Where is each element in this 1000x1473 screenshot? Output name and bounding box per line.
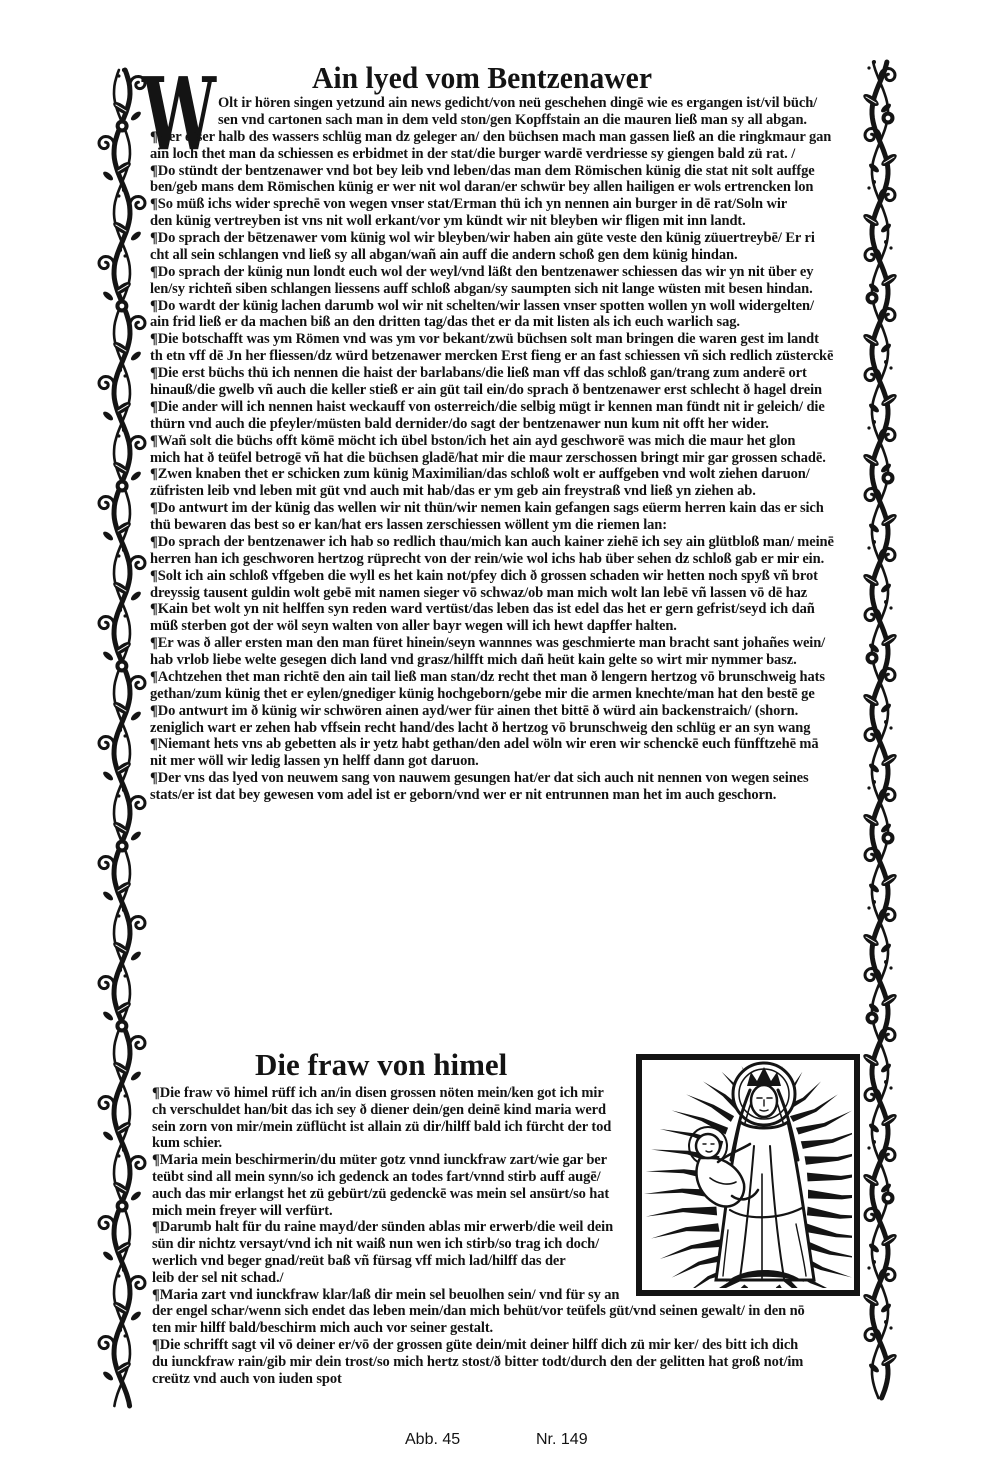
text-line: auch das mir erlangst het zü gebürt/zü gedenckē was mein sel ansürt/so hat (152, 1185, 610, 1202)
text-line: mich mein freyer will verfürt. (152, 1202, 333, 1219)
text-line: ¶Niemant hets vns ab gebetten als ir yetz habt gethan/den adel wöln wir eren wir schenckē euch fünfftzehē mā (150, 736, 819, 753)
text-line: züfristen leib vnd leben mit güt vnd auch mit hab/das er ym geb ain freystraß vnd ließ yn ziehen ab. (150, 483, 756, 500)
text-line: hinauß/die gwelb vñ auch die keller stieß er ain güt tail ein/do sprach ð bentzenawer erst schlecht ð hagel drein (150, 382, 822, 398)
text-line: ¶Maria mein beschirmerin/du müter gotz vnnd iunckfraw zart/wie gar ber (152, 1152, 607, 1169)
text-line: ¶Do sprach der künig nun londt euch wol der weyl/vnd läßt den bentzenawer schiessen das wir yn nit über ey (150, 263, 814, 280)
text-line: hab vrlob liebe welte gesegen dich land vnd grasz/hilfft mich dañ heüt kain gelte so wirt mir nymmer basz. (150, 652, 797, 668)
text-line: zeniglich wart er zehen hab vffsein recht hand/des lacht ð hertzog vō brunschweig den schlüg er an syn wang (150, 719, 811, 736)
text-line: ¶Die fraw vō himel rüff ich an/in disen grossen nöten mein/ken got ich mir (152, 1085, 604, 1101)
text-line: den künig vertreyben ist vns nit woll erkant/vor ym kündt wir nit bleyben wir fligen mit inn landt. (150, 213, 746, 230)
text-line: ain loch thet man da schiessen es erbidmet in der stat/die burger wardē verdriesse sy giengen bald zü rat. / (150, 145, 796, 162)
text-line: ¶Der vns das lyed von neuwem sang von nauwem gesungen hat/er dat sich auch nit nennen von wegen seines (150, 770, 809, 787)
text-line: nit mer wöll wir ledig lassen yn helff dann got daruon. (150, 753, 479, 770)
text-line: ¶Die schrifft sagt vil vō deiner er/vō der grossen güte dein/mit deiner hilff dich zü mir ker/ des bitt ich dich (152, 1337, 799, 1353)
text-line: creütz vnd auch von iuden spot (152, 1370, 342, 1387)
text-line: ¶Er was ð aller ersten man den man füret hinein/seyn wannnes was geschmierte man bracht sant johañes wein/ (150, 635, 826, 652)
madonna-and-child-icon (636, 1054, 860, 1296)
text-line: ¶Do wardt der künig lachen darumb wol wir nit schelten/wir lassen vnser spotten wollen yn woll widergelten/ (150, 297, 814, 314)
text-line: ¶Do antwurt im ð künig wir schwören ainen ayd/wer für ainen thet bittē ð würd ain backenstraich/ (shorn. (150, 702, 799, 719)
text-line: len/sy richteñ siben schlangen liessens auff schloß abgan/sy saumpten sich nit lange wüsten mit besen hindan. (150, 280, 813, 297)
text-line: ¶Do antwurt im der künig das wellen wir nit thün/wir nemen kain gefangen sags eüerm herren kain das er sich (150, 500, 824, 517)
text-line: cht all sein schlangen vnd ließ sy all abgan/wañ ain auff die andern schoß gen dem künig hindan. (150, 246, 738, 263)
text-line: sein zorn von mir/mein züflücht ist allain zü dir/hilff bald ich fürcht der tod (152, 1118, 612, 1135)
text-line: herren han ich geschworen hertzog rüprecht von der rein/wie wol ichs hab über sehen dz schloß gab er mir ein. (150, 550, 825, 567)
text-line: du iunckfraw rain/gib mir dein trost/so mich hertz stost/ð bitter todt/durch den der gelitten hat groß not/im (152, 1353, 804, 1370)
text-line: ain frid ließ er da machen biß an den dritten tag/das thet er da mit listen als ich euch warlich sag. (150, 314, 740, 331)
text-line: dreyssig tausent guldin wolt gebē mit namen sieger vō schwaz/ob man mich wolt lan lebē vñ lassen vō dē haz (150, 584, 808, 601)
right-vine-border-icon (861, 60, 898, 1398)
text-line: werlich vnd beger gnad/reüt baß vñ fürsag vff mich lad/hilff das der (152, 1253, 566, 1269)
text-line: sen vnd cartonen sach man in dem veld ston/gen Kopffstain an die mauren ließ man sy all abgan. (218, 111, 807, 128)
text-line: thürn vnd auch die pfeyler/müsten bald dernider/do sagt der bentzenawer nun kum nit offt her wider. (150, 415, 769, 432)
madonna-woodcut (636, 1054, 860, 1296)
text-line: ¶Maria zart vnd iunckfraw klar/laß dir mein sel beuolhen sein/ vnd für sy an (152, 1286, 620, 1303)
song-title: Ain lyed vom Bentzenawer (312, 60, 652, 95)
text-line: kum schier. (152, 1135, 223, 1152)
text-line: Olt ir hören singen yetzund ain news gedicht/von neü geschehen dingē wie es ergangen ist/vil büch/ (218, 95, 818, 111)
text-line: th etn vff dē Jn her fliessen/dz würd betzenawer mercken Erst fieng er an fast schiessen vñ sich redlich züsterckē (150, 348, 834, 365)
text-line: ¶Darumb halt für du raine mayd/der sünden ablas mir erwerb/die weil dein (152, 1219, 614, 1236)
text-line: ¶Die ander will ich nennen haist weckauff von osterreich/die selbig mügt ir kennen man fündt nit ir geleich/ die (150, 398, 825, 415)
text-line: leib der sel nit schad./ (152, 1269, 284, 1286)
text-line: der engel schar/wenn sich endet das leben mein/dan mich behüt/vor teüfels güt/vnd seinen gewalt/ in den nō (152, 1303, 805, 1320)
text-line: sün dir nichtz versayt/vnd ich nit waiß nun wen ich stirb/so trag ich doch/ (152, 1236, 600, 1253)
text-line: ¶Kain bet wolt yn nit helffen syn reden ward vertüst/das leben das ist edel das het er gern gefrist/seyd ich dañ (150, 601, 815, 618)
text-line: ¶Zwen knaben thet er schicken zum künig Maximilian/das schloß wolt er auffgeben vnd wolt ziehen daruon/ (150, 466, 810, 483)
text-line: stats/er ist dat bey gewesen vom adel ist er geborn/vnd wer er nit entrunnen man het im auch geschorn. (150, 787, 777, 804)
text-line: thü bewaren das best so er kan/hat ers lassen zerschiessen wöllent ym die riemen lan: (150, 517, 667, 533)
virgin-face (751, 1085, 777, 1117)
text-line: ¶Wañ solt die büchs offt kömē möcht ich übel bston/ich het ain ayd geschworē was mich die maur het glon (150, 432, 796, 449)
text-line: ben/geb mans dem Römischen künig er wer nit wol daran/er schwür bey allen hailigen er wols ertrencken lon (150, 179, 814, 196)
figure-label: Abb. 45 (405, 1431, 461, 1448)
text-line: mich hat ð teüfel betrogē vñ hat die büchsen gladē/hat mir die maur zerschossen bringt mir gar grossen schadē. (150, 449, 826, 466)
text-line: ten mir hilff bald/beschirm mich auch vor seiner gestalt. (152, 1320, 494, 1337)
song-title: Die fraw von himel (255, 1047, 508, 1082)
text-line: ¶Die erst büchs thü ich nennen die haist der barlabans/die ließ man vff das schloß gan/trang zum anderē ort (150, 365, 807, 382)
text-line: teübt sind all mein synn/so ich gedenck an todes fart/vnnd stirb auff augē/ (152, 1169, 601, 1185)
catalogue-number: Nr. 149 (536, 1431, 588, 1448)
text-line: ¶Solt ich ain schloß vffgeben die wyll es het kain not/pfey dich ð grossen schaden wir hetten noch spyß vñ brot (150, 567, 818, 584)
text-line: ¶Do sprach der bentzenawer ich hab so redlich thau/mich kan auch kainer ziehē ich sey ain glütbloß man/ meinē (150, 533, 834, 550)
text-line: gethan/zum künig thet er eylen/gnediger künig hochgeborn/gebe mir die armen knechte/man hat den bestē ge (150, 685, 815, 702)
text-line: ¶Do stündt der bentzenawer vnd bot bey leib vnd leben/das man dem Römischen künig die stat nit solt auffge (150, 162, 815, 179)
decorated-initial: W (142, 55, 217, 173)
text-line: ¶Do sprach der bētzenawer vom künig wol wir bleyben/wir haben ain güte veste den künig züuertreybē/ Er ri (150, 230, 815, 246)
text-line: ¶So müß ichs wider sprechē von wegen vnser stat/Erman thü ich yn nennen ain burger in dē rat/Soln wir (150, 196, 788, 213)
text-line: ¶Her diser halb des wassers schlüg man dz geleger an/ den büchsen mach man gassen ließ an die ringkmaur gan (150, 128, 832, 145)
text-line: ¶Achtzehen thet man richtē den ain tail ließ man stan/dz recht thet man ð lengern hertzog vō brunschweig hats (150, 668, 825, 685)
left-vine-border-icon (99, 68, 145, 1406)
text-line: ch verschuldet han/bit das ich sey ð diener dein/gen deinē kind maria werd (152, 1101, 606, 1118)
text-line: müß sterben got der wöl seyn walten von aller bayr wegen will ich hewt dapffer halten. (150, 618, 677, 635)
text-line: ¶Die botschafft was ym Römen vnd was ym vor bekant/zwü büchsen solt man bringen die waren gest im landt (150, 331, 819, 348)
